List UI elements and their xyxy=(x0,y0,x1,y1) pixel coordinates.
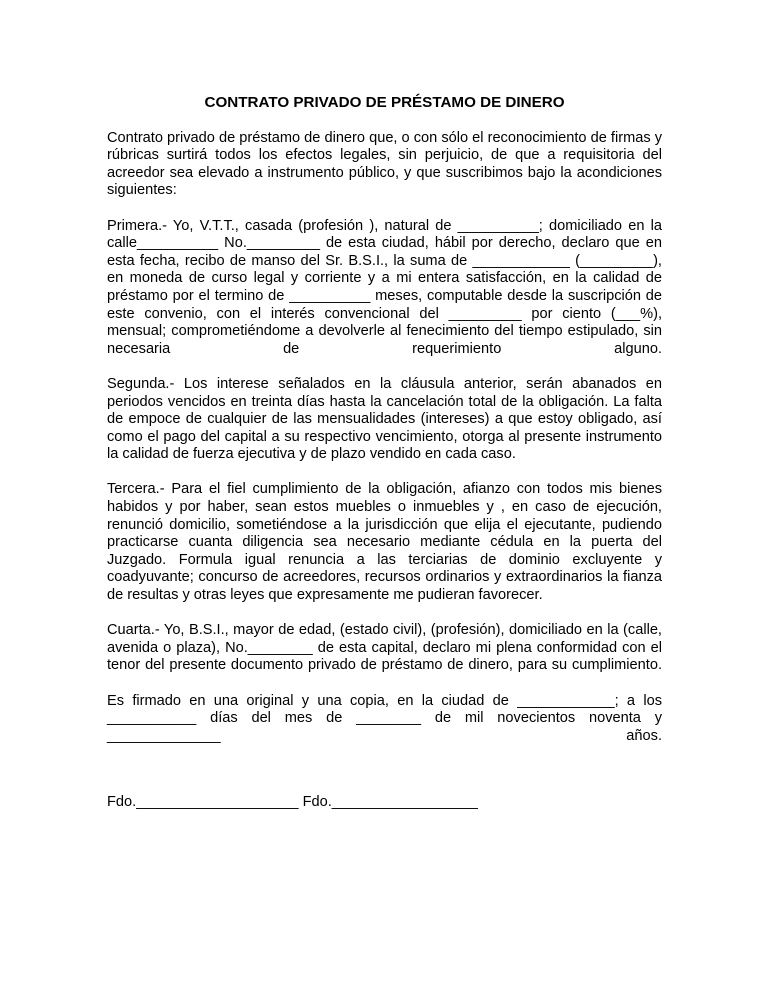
document-page xyxy=(107,94,662,812)
paragraph-cierre: Es firmado en una original y una copia, en la ciudad de ____________; a los ___________ días del mes de ________ de mil novecientos noventa y ______________ años. xyxy=(107,692,662,744)
paragraph-cuarta: Cuarta.- Yo, B.S.I., mayor de edad, (estado civil), (profesión), domiciliado en la (calle, avenida o plaza), No.________ de esta capital, declaro mi plena conformidad con el tenor del presente documento privado de préstamo de dinero, para su cumplimiento. xyxy=(107,622,662,674)
paragraph-intro: Contrato privado de préstamo de dinero que, o con sólo el reconocimiento de firmas y rúbricas surtirá todos los efectos legales, sin perjuicio, de que a requisitoria del acreedor sea elevado a instrumento público, y que suscribimos bajo la acondiciones siguientes: xyxy=(107,129,662,199)
signature-lines: Fdo.____________________ Fdo.__________________ xyxy=(107,794,478,811)
document-title: CONTRATO PRIVADO DE PRÉSTAMO DE DINERO xyxy=(204,94,565,111)
paragraph-segunda: Segunda.- Los interese señalados en la cláusula anterior, serán abanados en periodos vencidos en treinta días hasta la cancelación total de la obligación. La falta de empoce de cualquier de las mensualidades (intereses) a que estoy obligado, así como el pago del capital a su respectivo vencimiento, otorga al presente instrumento la calidad de fuerza ejecutiva y de plazo vendido en cada caso. xyxy=(107,375,662,463)
paragraph-primera: Primera.- Yo, V.T.T., casada (profesión ), natural de __________; domiciliado en la calle__________ No._________ de esta ciudad, hábil por derecho, declaro que en esta fecha, recibo de manso del Sr. B.S.I., la suma de ____________ (_________), en moneda de curso legal y corriente y a mi entera satisfacción, en la calidad de préstamo por el termino de __________ meses, computable desde la suscripción de este convenio, con el interés convencional del _________ por ciento (___%), mensual; comprometiéndome a devolverle al fenecimiento del tiempo estipulado, sin necesaria de requerimiento alguno. xyxy=(107,217,662,357)
paragraph-tercera: Tercera.- Para el fiel cumplimiento de la obligación, afianzo con todos mis bienes habidos y por haber, sean estos muebles o inmuebles y , en caso de ejecución, renunció domicilio, sometiéndose a la jurisdicción que elija el ejecutante, pudiendo practicarse cuanta diligencia sea necesario mediante cédula en la puerta del Juzgado. Formula igual renuncia a las terciarias de dominio excluyente y coadyuvante; concurso de acreedores, recursos ordinarios y extraordinarios la fianza de resultas y otras leyes que expresamente me pudieran favorecer. xyxy=(107,481,662,604)
